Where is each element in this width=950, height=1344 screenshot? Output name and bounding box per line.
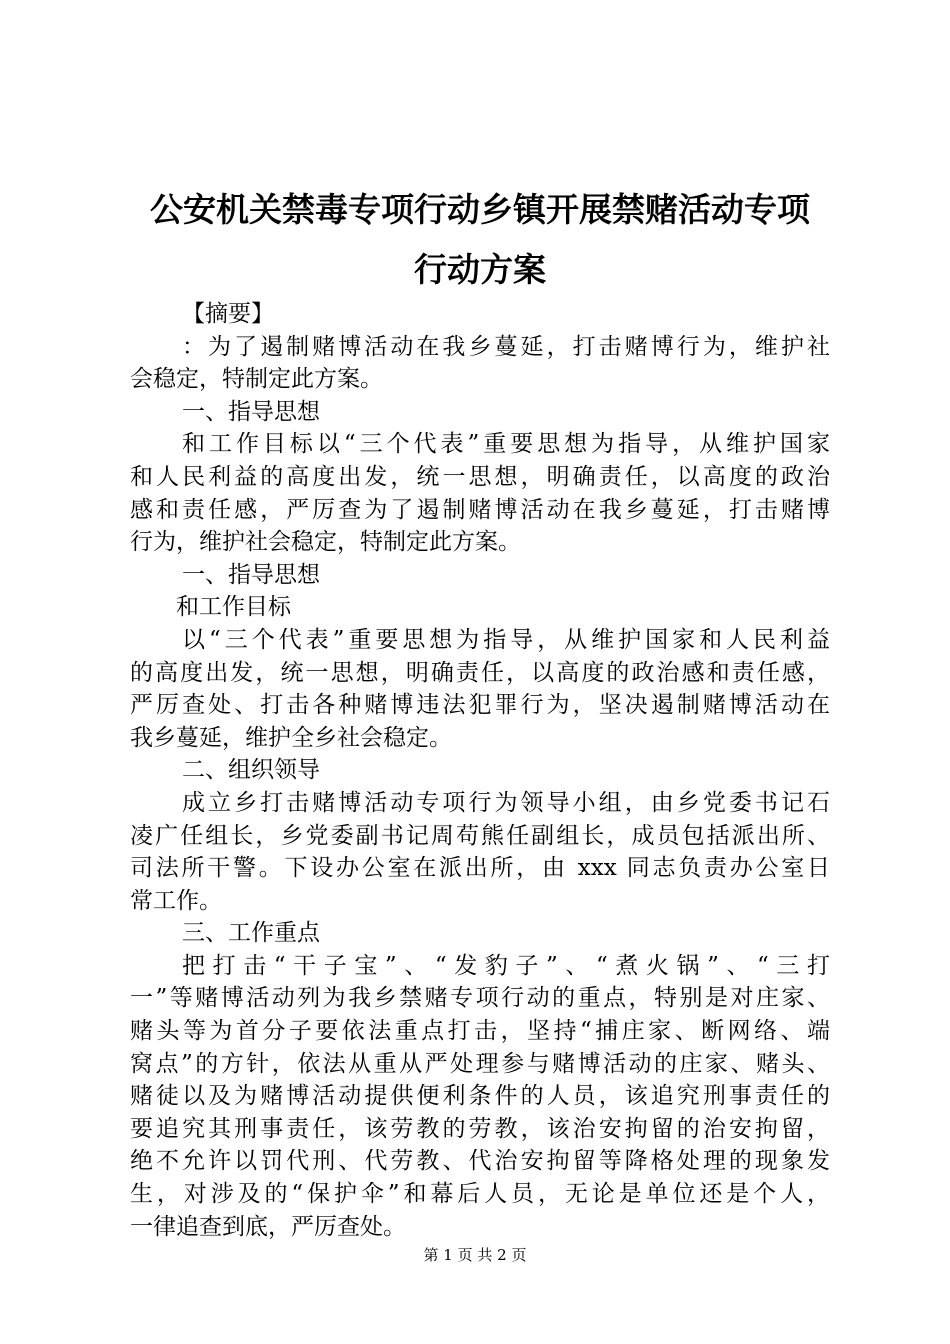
paragraph-line: 一律追查到底，严厉查处。 — [130, 1213, 406, 1240]
paragraph-line: 司法所干警。下设办公室在派出所，由 xxx 同志负责办公室日 — [130, 855, 830, 882]
paragraph-line: 成立乡打击赌博活动专项行为领导小组，由乡党委书记石 — [182, 789, 830, 816]
paragraph-line: 行为，维护社会稳定，特制定此方案。 — [130, 529, 521, 556]
abstract-text-line: ：为了遏制赌博活动在我乡蔓延，打击赌博行为，维护社 — [182, 333, 830, 360]
document-title-line-1: 公安机关禁毒专项行动乡镇开展禁赌活动专项 — [150, 190, 810, 229]
paragraph-line: 的高度出发，统一思想，明确责任，以高度的政治感和责任感， — [130, 659, 830, 686]
paragraph-line: 以“三个代表”重要思想为指导，从维护国家和人民利益 — [182, 626, 830, 653]
paragraph-line: 感和责任感，严厉查为了遏制赌博活动在我乡蔓延，打击赌博 — [130, 496, 830, 523]
paragraph-line: 和工作目标以“三个代表”重要思想为指导，从维护国家 — [182, 431, 830, 458]
paragraph-line: 我乡蔓延，维护全乡社会稳定。 — [130, 724, 452, 751]
abstract-heading: 【摘要】 — [182, 301, 274, 327]
paragraph-line: 凌广任组长，乡党委副书记周苟熊任副组长，成员包括派出所、 — [130, 822, 830, 849]
paragraph-line: 绝不允许以罚代刑、代劳教、代治安拘留等降格处理的现象发 — [130, 1148, 830, 1175]
paragraph-line: 严厉查处、打击各种赌博违法犯罪行为，坚决遏制赌博活动在 — [130, 692, 830, 719]
section-heading: 一、指导思想 — [182, 398, 320, 425]
page-footer: 第 1 页 共 2 页 — [423, 1246, 527, 1264]
paragraph-line: 和工作目标 — [176, 594, 291, 621]
paragraph-line: 赌头等为首分子要依法重点打击，坚持“捕庄家、断网络、端 — [130, 1018, 830, 1045]
section-heading: 一、指导思想 — [182, 561, 320, 588]
paragraph-line: 窝点”的方针，依法从重从严处理参与赌博活动的庄家、赌头、 — [130, 1050, 830, 1077]
paragraph-line: 一”等赌博活动列为我乡禁赌专项行动的重点，特别是对庄家、 — [130, 985, 830, 1012]
paragraph-line: 赌徒以及为赌博活动提供便利条件的人员，该追究刑事责任的 — [130, 1083, 830, 1110]
section-heading: 三、工作重点 — [182, 920, 320, 947]
abstract-text-line: 会稳定，特制定此方案。 — [130, 366, 383, 393]
section-heading: 二、组织领导 — [182, 757, 320, 784]
paragraph-line: 把打击“干子宝”、“发豹子”、“煮火锅”、“三打 — [182, 952, 830, 979]
document-body — [130, 298, 830, 1243]
paragraph-line: 和人民利益的高度出发，统一思想，明确责任，以高度的政治 — [130, 463, 830, 490]
document-title-line-2: 行动方案 — [414, 250, 546, 289]
paragraph-line: 常工作。 — [130, 887, 222, 914]
paragraph-line: 生，对涉及的“保护伞”和幕后人员，无论是单位还是个人， — [130, 1181, 830, 1208]
paragraph-line: 要追究其刑事责任，该劳教的劳教，该治安拘留的治安拘留， — [130, 1115, 830, 1142]
